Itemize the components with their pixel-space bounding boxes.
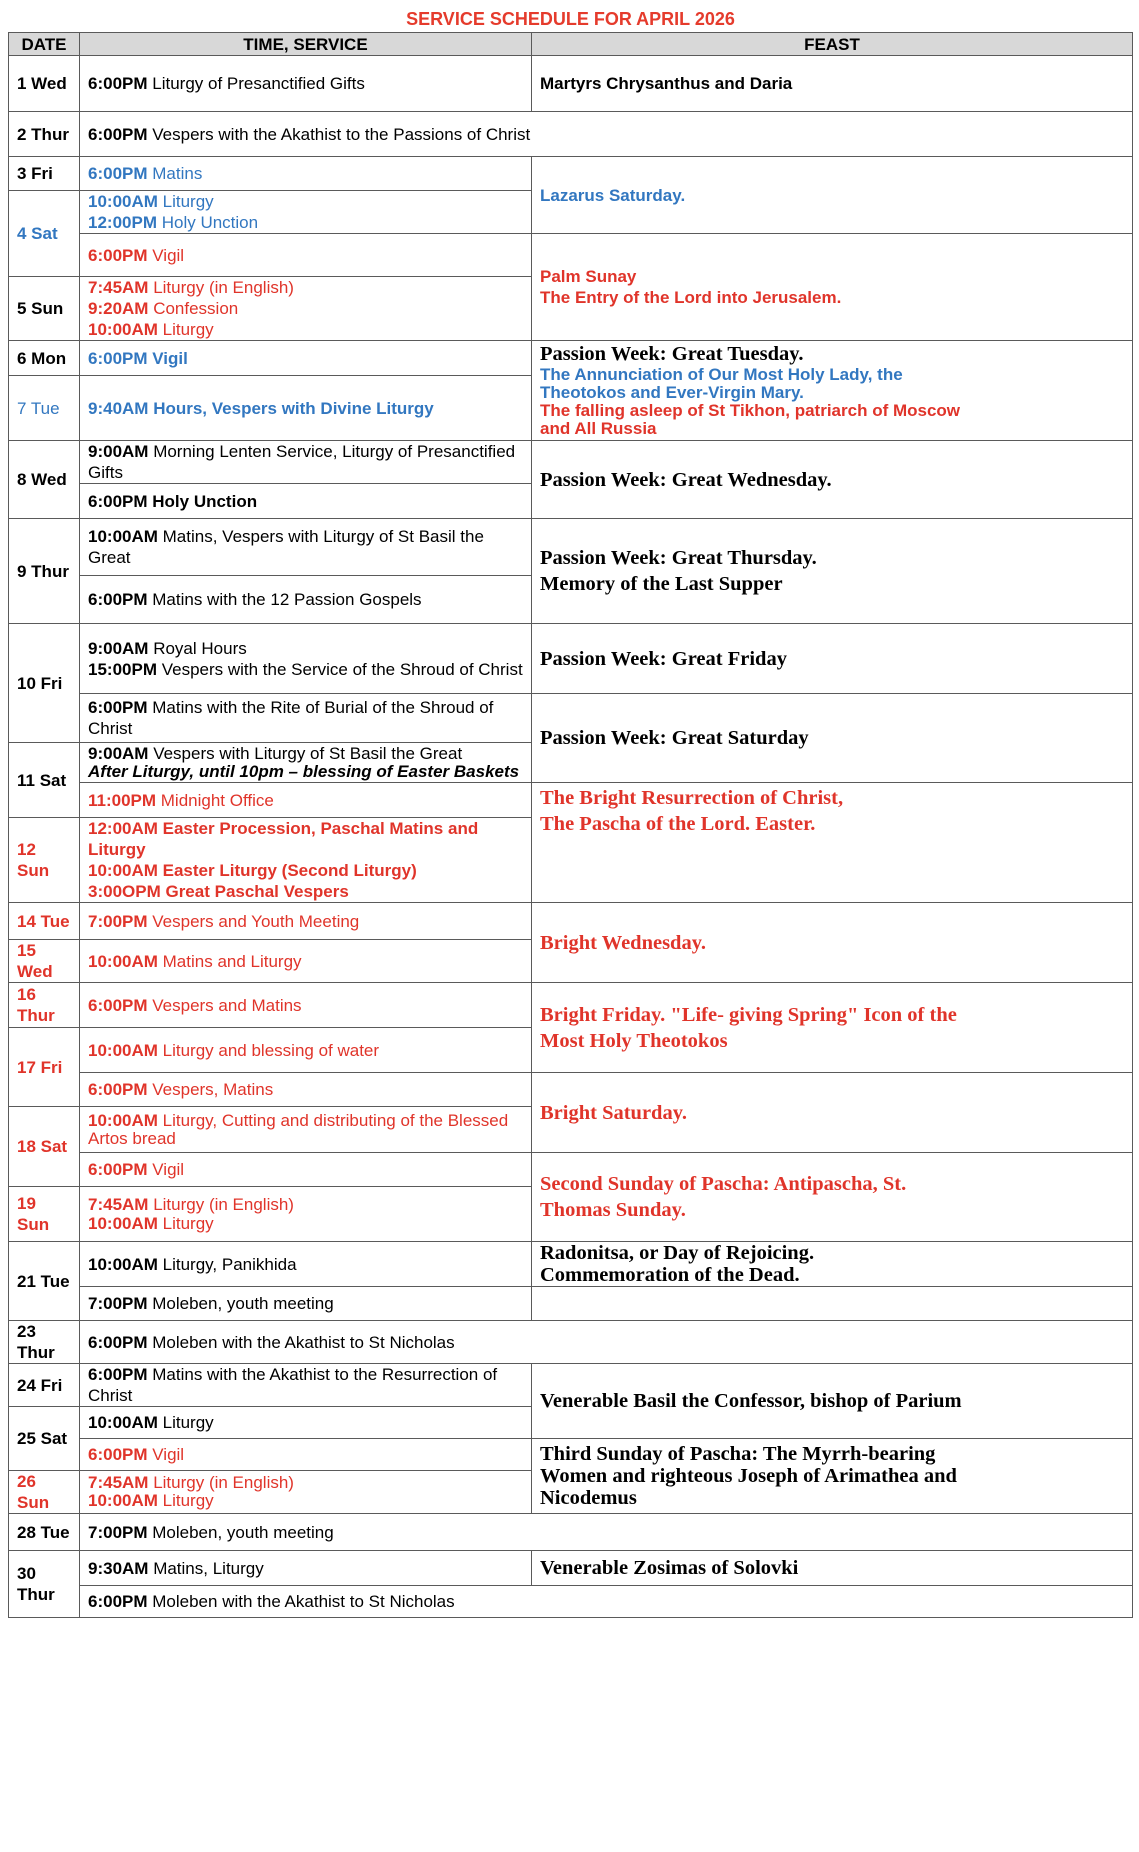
date-cell: 25 Sat (9, 1407, 80, 1471)
service-cell: 6:00PM Vigil (80, 341, 532, 376)
service-cell: 6:00PM Matins (80, 157, 532, 191)
date-cell: 18 Sat (9, 1107, 80, 1187)
service-cell: 7:45AM Liturgy (in English) 10:00AM Liturgy (80, 1187, 532, 1242)
schedule-document (8, 6, 1132, 1618)
feast-cell: Passion Week: Great Tuesday. The Annunciation of Our Most Holy Lady, the Theotokos and Ever-Virgin Mary. The falling asleep of St Tikhon, patriarch of Moscow and All Russia (532, 341, 1133, 441)
date-cell: 12 Sun (9, 818, 80, 903)
date-cell: 7 Tue (9, 376, 80, 441)
feast-cell: Passion Week: Great Thursday. Memory of the Last Supper (532, 519, 1133, 624)
service-cell: 6:00PM Liturgy of Presanctified Gifts (80, 56, 532, 112)
service-cell: 7:45AM Liturgy (in English) 9:20AM Confession 10:00AM Liturgy (80, 277, 532, 341)
date-cell: 2 Thur (9, 112, 80, 157)
schedule-title: SERVICE SCHEDULE FOR APRIL 2026 (406, 8, 735, 29)
service-cell: 6:00PM Holy Unction (80, 484, 532, 519)
date-cell: 28 Tue (9, 1514, 80, 1551)
service-cell: 6:00PM Moleben with the Akathist to St Nicholas (80, 1321, 1133, 1364)
feast-cell: Venerable Zosimas of Solovki (532, 1551, 1133, 1586)
service-cell: 6:00PM Vespers, Matins (80, 1073, 532, 1107)
date-cell: 26 Sun (9, 1471, 80, 1514)
header-service: TIME, SERVICE (80, 33, 532, 56)
header-date: DATE (9, 33, 80, 56)
feast-cell: The Bright Resurrection of Christ, The Pascha of the Lord. Easter. (532, 783, 1133, 903)
feast-cell: Venerable Basil the Confessor, bishop of Parium (532, 1364, 1133, 1439)
feast-cell: Lazarus Saturday. (532, 157, 1133, 234)
feast-cell: Passion Week: Great Saturday (532, 694, 1133, 783)
service-cell: 7:00PM Moleben, youth meeting (80, 1514, 1133, 1551)
feast-cell: Bright Wednesday. (532, 903, 1133, 983)
service-cell: 10:00AM Matins, Vespers with Liturgy of St Basil the Great (80, 519, 532, 576)
date-cell: 23 Thur (9, 1321, 80, 1364)
feast-cell: Second Sunday of Pascha: Antipascha, St. Thomas Sunday. (532, 1153, 1133, 1242)
service-cell: 10:00AM Liturgy and blessing of water (80, 1028, 532, 1073)
service-cell: 7:00PM Vespers and Youth Meeting (80, 903, 532, 940)
service-cell: 6:00PM Matins with the 12 Passion Gospels (80, 576, 532, 624)
date-cell: 4 Sat (9, 191, 80, 277)
date-cell: 19 Sun (9, 1187, 80, 1242)
date-cell: 30 Thur (9, 1551, 80, 1618)
service-cell: 6:00PM Vigil (80, 1439, 532, 1471)
service-cell: 10:00AM Liturgy 12:00PM Holy Unction (80, 191, 532, 234)
service-cell: 11:00PM Midnight Office (80, 783, 532, 818)
date-cell: 11 Sat (9, 743, 80, 818)
service-cell: 6:00PM Moleben with the Akathist to St Nicholas (80, 1586, 1133, 1618)
date-cell: 5 Sun (9, 277, 80, 341)
date-cell: 15 Wed (9, 940, 80, 983)
service-cell: 6:00PM Matins with the Rite of Burial of the Shroud of Christ (80, 694, 532, 743)
feast-cell: Passion Week: Great Friday (532, 624, 1133, 694)
date-cell: 8 Wed (9, 441, 80, 519)
service-cell: 6:00PM Matins with the Akathist to the Resurrection of Christ (80, 1364, 532, 1407)
date-cell: 10 Fri (9, 624, 80, 743)
service-cell: 7:00PM Moleben, youth meeting (80, 1287, 532, 1321)
service-cell: 6:00PM Vespers with the Akathist to the Passions of Christ (80, 112, 1133, 157)
feast-cell: Third Sunday of Pascha: The Myrrh-bearing Women and righteous Joseph of Arimathea and Nicodemus (532, 1439, 1133, 1514)
service-cell: 6:00PM Vigil (80, 1153, 532, 1187)
header-feast: FEAST (532, 33, 1133, 56)
service-cell: 9:00AM Morning Lenten Service, Liturgy of Presanctified Gifts (80, 441, 532, 484)
date-cell: 9 Thur (9, 519, 80, 624)
service-cell: 6:00PM Vespers and Matins (80, 983, 532, 1028)
service-cell: 10:00AM Matins and Liturgy (80, 940, 532, 983)
feast-cell: Bright Friday. "Life- giving Spring" Icon of the Most Holy Theotokos (532, 983, 1133, 1073)
date-cell: 6 Mon (9, 341, 80, 376)
feast-cell: Passion Week: Great Wednesday. (532, 441, 1133, 519)
date-cell: 1 Wed (9, 56, 80, 112)
service-cell: 7:45AM Liturgy (in English) 10:00AM Liturgy (80, 1471, 532, 1514)
feast-cell: Radonitsa, or Day of Rejoicing. Commemoration of the Dead. (532, 1242, 1133, 1287)
date-cell: 21 Tue (9, 1242, 80, 1321)
feast-cell: Martyrs Chrysanthus and Daria (532, 56, 1133, 112)
service-cell: 10:00AM Liturgy, Cutting and distributing of the Blessed Artos bread (80, 1107, 532, 1153)
service-cell: 9:00AM Vespers with Liturgy of St Basil the Great After Liturgy, until 10pm – blessing of Easter Baskets (80, 743, 532, 783)
service-cell: 10:00AM Liturgy, Panikhida (80, 1242, 532, 1287)
service-cell: 9:00AM Royal Hours 15:00PM Vespers with the Service of the Shroud of Christ (80, 624, 532, 694)
date-cell: 14 Tue (9, 903, 80, 940)
feast-cell: Palm Sunay The Entry of the Lord into Jerusalem. (532, 234, 1133, 341)
service-cell: 9:30AM Matins, Liturgy (80, 1551, 532, 1586)
date-cell: 24 Fri (9, 1364, 80, 1407)
schedule-table (8, 6, 1133, 1618)
date-cell: 3 Fri (9, 157, 80, 191)
service-cell: 6:00PM Vigil (80, 234, 532, 277)
feast-cell: Bright Saturday. (532, 1073, 1133, 1153)
feast-cell-empty (532, 1287, 1133, 1321)
date-cell: 17 Fri (9, 1028, 80, 1107)
service-cell: 10:00AM Liturgy (80, 1407, 532, 1439)
date-cell: 16 Thur (9, 983, 80, 1028)
service-cell: 12:00AM Easter Procession, Paschal Matins and Liturgy 10:00AM Easter Liturgy (Second Liturgy) 3:00OPM Great Paschal Vespers (80, 818, 532, 903)
service-cell: 9:40AM Hours, Vespers with Divine Liturgy (80, 376, 532, 441)
